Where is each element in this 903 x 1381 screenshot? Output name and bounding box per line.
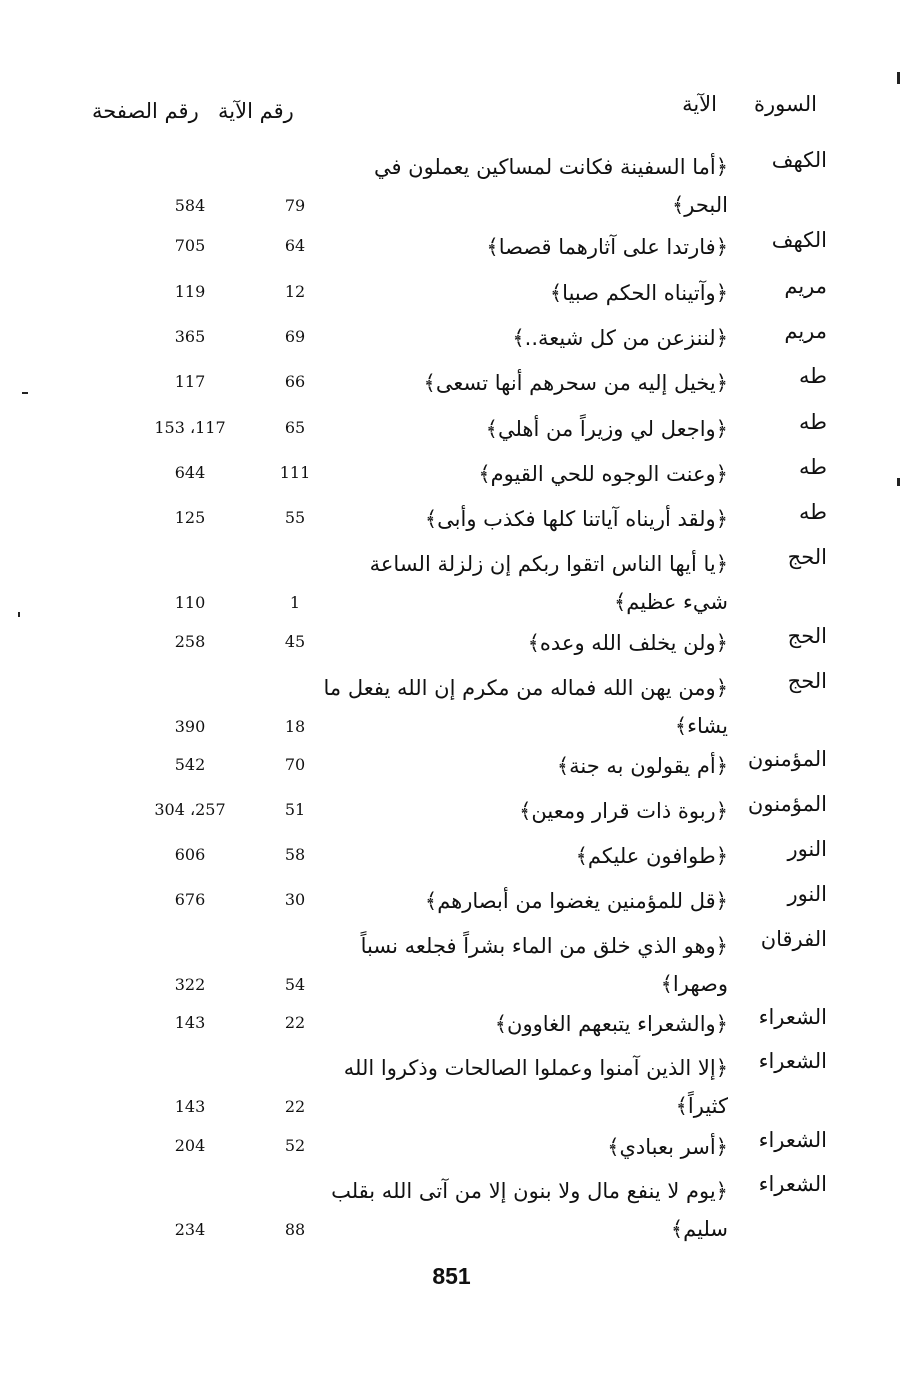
page-reference: 143 [174, 1013, 206, 1032]
ayah-number: 69 [284, 327, 306, 346]
ayah-number: 88 [284, 1220, 306, 1239]
page-reference: 584 [174, 196, 206, 215]
header-ayah-number: رقم الآية [218, 99, 294, 123]
header-surah: السورة [754, 92, 817, 116]
surah-name: طه [799, 500, 827, 524]
header-page-number: رقم الصفحة [92, 99, 199, 123]
page-reference: 258 [174, 632, 206, 651]
ayah-number: 30 [284, 890, 306, 909]
page-reference: 143 [174, 1097, 206, 1116]
verse-text: ﴿يوم لا ينفع مال ولا بنون إلا من آتى الله بقلب سليم﴾ [331, 1179, 728, 1241]
ayah-number: 79 [284, 196, 306, 215]
page-reference: 125 [174, 508, 206, 527]
verse-text: ﴿وعنت الوجوه للحي القيوم﴾ [478, 462, 728, 486]
verse-text: ﴿ومن يهن الله فماله من مكرم إن الله يفعل ما يشاء﴾ [323, 676, 728, 738]
verse-text: ﴿قل للمؤمنين يغضوا من أبصارهم﴾ [424, 889, 728, 913]
surah-name: الحج [787, 545, 827, 569]
verse-text: ﴿لننزعن من كل شيعة..﴾ [512, 326, 728, 350]
page-reference: 110 [174, 593, 206, 612]
page-number-footer: 851 [432, 1263, 471, 1289]
page-reference: 606 [174, 845, 206, 864]
surah-name: الكهف [771, 228, 827, 252]
verse-text: ﴿أما السفينة فكانت لمساكين يعملون في البحر﴾ [373, 155, 728, 217]
page-reference: 390 [174, 717, 206, 736]
surah-name: مريم [784, 274, 827, 298]
surah-name: الشعراء [758, 1049, 827, 1073]
verse-text: ﴿يخيل إليه من سحرهم أنها تسعى﴾ [423, 371, 728, 395]
verse-text: ﴿والشعراء يتبعهم الغاوون﴾ [494, 1012, 728, 1036]
scan-mark [897, 72, 900, 84]
scan-mark [22, 392, 28, 394]
ayah-number: 45 [284, 632, 306, 651]
verse-text: ﴿فارتدا على آثارهما قصصا﴾ [486, 235, 728, 259]
scan-mark [897, 478, 900, 486]
verse-text: ﴿ربوة ذات قرار ومعين﴾ [519, 799, 728, 823]
page-reference: 234 [174, 1220, 206, 1239]
ayah-number: 64 [284, 236, 306, 255]
ayah-number: 54 [284, 975, 306, 994]
ayah-number: 58 [284, 845, 306, 864]
ayah-number: 70 [284, 755, 306, 774]
verse-text: ﴿أم يقولون به جنة﴾ [556, 754, 728, 778]
page-reference: 705 [174, 236, 206, 255]
verse-text: ﴿وآتيناه الحكم صبيا﴾ [549, 281, 728, 305]
surah-name: الحج [787, 624, 827, 648]
verse-text: ﴿طوافون عليكم﴾ [575, 844, 728, 868]
ayah-number: 111 [279, 463, 311, 482]
page-reference: 542 [174, 755, 206, 774]
ayah-number: 22 [284, 1013, 306, 1032]
verse-text: ﴿وهو الذي خلق من الماء بشراً فجلعه نسباً وصهرا﴾ [360, 934, 728, 996]
page-reference: 676 [174, 890, 206, 909]
surah-name: المؤمنون [747, 792, 827, 816]
page-reference: 204 [174, 1136, 206, 1155]
ayah-number: 22 [284, 1097, 306, 1116]
scan-mark [18, 612, 20, 617]
verse-text: ﴿واجعل لي وزيراً من أهلي﴾ [485, 417, 728, 441]
verse-text: ﴿ولقد أريناه آياتنا كلها فكذب وأبى﴾ [424, 507, 728, 531]
verse-text: ﴿أسر بعبادي﴾ [607, 1135, 728, 1159]
ayah-number: 52 [284, 1136, 306, 1155]
verse-text: ﴿ولن يخلف الله وعده﴾ [527, 631, 728, 655]
page-reference: 117، 153 [154, 418, 226, 437]
page-reference: 644 [174, 463, 206, 482]
ayah-number: 65 [284, 418, 306, 437]
page-reference: 322 [174, 975, 206, 994]
ayah-number: 18 [284, 717, 306, 736]
surah-name: الكهف [771, 148, 827, 172]
page-reference: 365 [174, 327, 206, 346]
surah-name: الحج [787, 669, 827, 693]
surah-name: طه [799, 364, 827, 388]
surah-name: مريم [784, 319, 827, 343]
page-reference: 117 [174, 372, 206, 391]
surah-name: الشعراء [758, 1005, 827, 1029]
surah-name: الشعراء [758, 1172, 827, 1196]
surah-name: الفرقان [760, 927, 827, 951]
verse-text: ﴿إلا الذين آمنوا وعملوا الصالحات وذكروا الله كثيراً﴾ [343, 1056, 728, 1118]
ayah-number: 55 [284, 508, 306, 527]
surah-name: النور [787, 882, 827, 906]
page-reference: 119 [174, 282, 206, 301]
ayah-number: 12 [284, 282, 306, 301]
page-reference: 257، 304 [154, 800, 226, 819]
surah-name: طه [799, 410, 827, 434]
ayah-number: 66 [284, 372, 306, 391]
verse-text: ﴿يا أيها الناس اتقوا ربكم إن زلزلة الساعة شيء عظيم﴾ [369, 552, 728, 614]
surah-name: النور [787, 837, 827, 861]
surah-name: المؤمنون [747, 747, 827, 771]
surah-name: طه [799, 455, 827, 479]
surah-name: الشعراء [758, 1128, 827, 1152]
header-ayah: الآية [682, 92, 717, 116]
ayah-number: 51 [284, 800, 306, 819]
ayah-number: 1 [289, 593, 301, 612]
